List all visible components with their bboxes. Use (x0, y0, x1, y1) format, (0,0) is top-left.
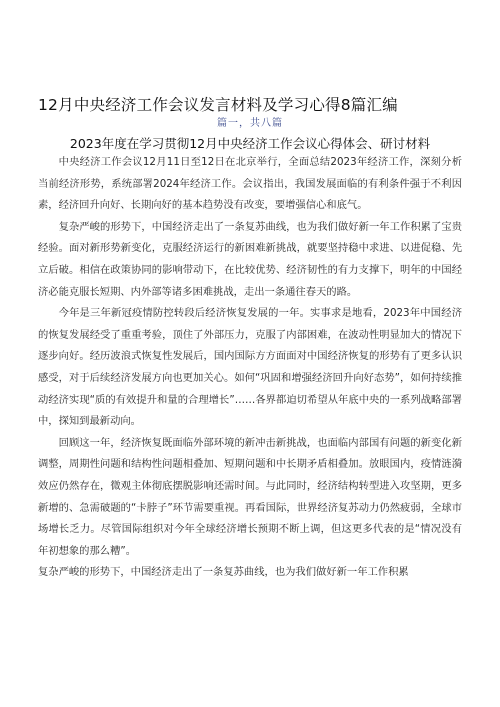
document-title: 12月中央经济工作会议发言材料及学习心得8篇汇编 (38, 96, 398, 114)
section-title: 2023年度在学习贯彻12月中央经济工作会议心得体会、研讨材料 (69, 136, 431, 151)
paragraph: 中央经济工作会议12月11日至12日在北京举行，全面总结2023年经济工作，深刻分析当前经济形势，系统部署2024年经济工作。会议指出，我国发展面临的有利条件强于不利因素，经济回升向好、长期向好的基本趋势没有改变，要增强信心和底气。 (38, 156, 462, 212)
paragraph: 复杂严峻的形势下，中国经济走出了一条复苏曲线，也为我们做好新一年工作积累了宝贵经验。面对新形势新变化，克服经济运行的新困难新挑战，就要坚持稳中求进、以进促稳、先立后破。相信在政策协同的影响带动下，在比较优势、经济韧性的有力支撑下，明年的中国经济必能克服长短期、内外部等诸多困难挑战，走出一条通往春天的路。 (38, 220, 462, 298)
document-body (38, 152, 462, 584)
section-label: 篇一，共八篇 (217, 118, 283, 129)
paragraph: 回顾这一年，经济恢复既面临外部环境的新冲击新挑战，也面临内部国有问题的新变化新调整，周期性问题和结构性问题相叠加、短期问题和中长期矛盾相叠加。放眼国内，疫情涟漪效应仍然存在，微观主体彻底摆脱影响还需时间。与此同时，经济结构转型进入攻坚期，更多新增的、急需破题的“卡脖子”环节需要重视。再看国际，世界经济复苏动力仍然疲弱，全球市场增长乏力。尽管国际组织对今年全球经济增长预期不断上调，但这更多代表的是“情况没有年初想象的那么糟”。 (38, 436, 462, 557)
paragraph: 今年是三年新冠疫情防控转段后经济恢复发展的一年。实事求是地看，2023年中国经济的恢复发展经受了重重考验，顶住了外部压力，克服了内部困难，在波动性明显加大的情况下逐步向好。经历波浪式恢复性发展后，国内国际方方面面对中国经济恢复的形势有了更多认识感受，对于后续经济发展方向也更加关心。如何“巩固和增强经济回升向好态势”，如何持续推动经济实现“质的有效提升和量的合理增长”……各界都迫切希望从年底中央的一系列战略部署中，探知到最新动向。 (38, 307, 462, 428)
paragraph: 复杂严峻的形势下，中国经济走出了一条复苏曲线，也为我们做好新一年工作积累 (38, 566, 409, 579)
